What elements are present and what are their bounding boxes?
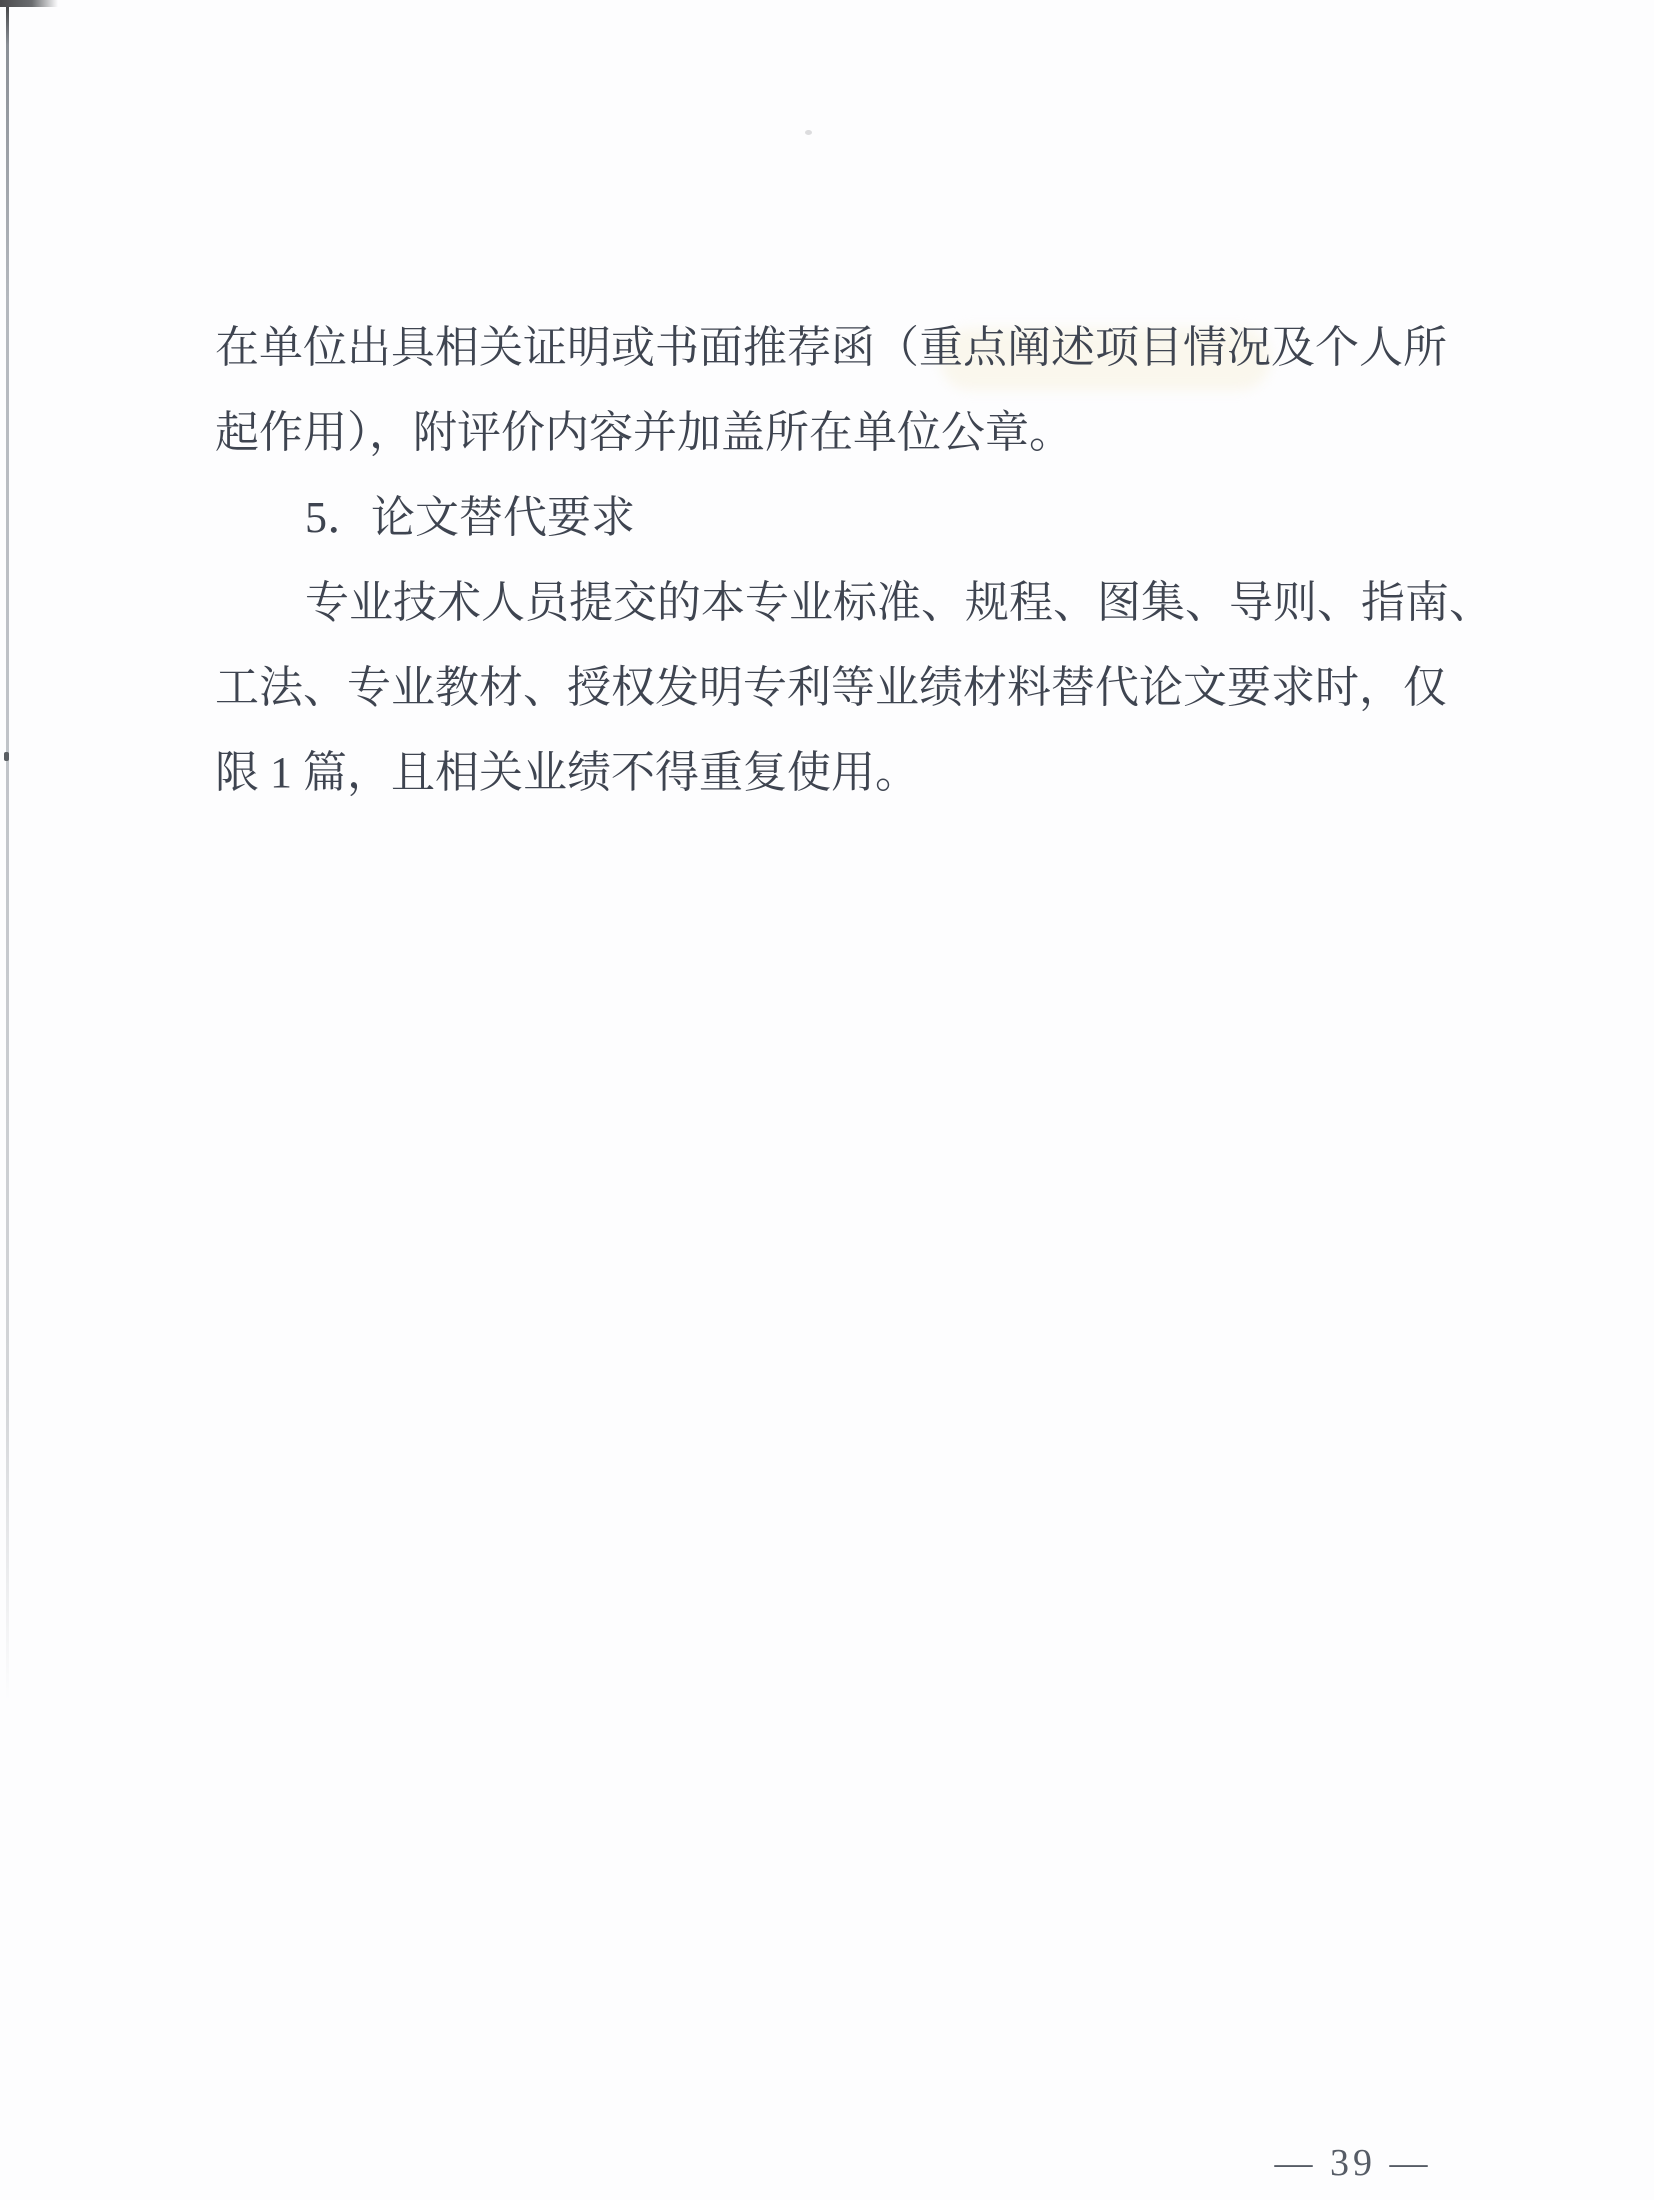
scan-speck [4,752,9,761]
scan-binding-edge [6,0,9,1705]
paragraph-line-4: 工 法 、 专 业 教 材 、 授 权 发 明 专 利 等 业 绩 材 料 替 代 论 文 要 求 时 ， 仅 [215,663,1447,712]
page-number: — 39 — [1274,2142,1432,2184]
paragraph-line-1: 在 单 位 出 具 相 关 证 明 或 书 面 推 荐 函 （ 重 点 阐 述 项 目 情 况 及 个 人 所 [215,323,1447,372]
paragraph-line-2: 起作用），附评价内容并加盖所在单位公章。 [215,408,1073,457]
scan-corner-mark [0,0,58,7]
section-heading: 5．论文替代要求 [305,493,635,542]
paragraph-line-5: 限 1 篇，且相关业绩不得重复使用。 [215,748,919,797]
paragraph-line-3: 专 业 技 术 人 员 提 交 的 本 专 业 标 准 、 规 程 、 图 集 、 导 则 、 指 南 、 [305,578,1493,627]
scan-speck-faint [805,130,812,135]
document-body [215,305,1493,815]
